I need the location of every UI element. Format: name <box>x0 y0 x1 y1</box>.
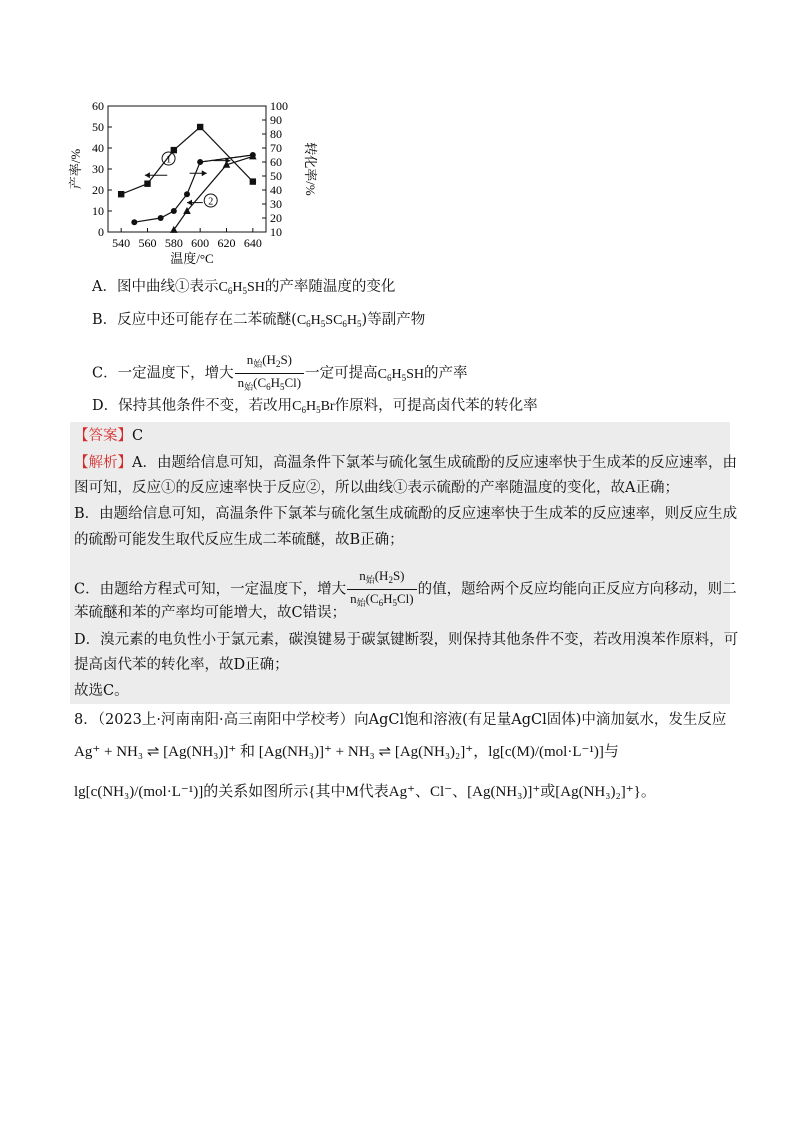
yield-conversion-chart <box>70 96 330 264</box>
analysis-line-1: 【解析】A．由题给信息可知，高温条件下氯苯与硫化氢生成硫酚的反应速率快于生成苯的反应速率，由 <box>74 455 737 471</box>
series-line-circle <box>134 155 252 222</box>
square-point <box>144 181 150 187</box>
option-c-fraction: $\frac{n_始(H_2S)}{n_始(C_6H_5Cl)}$ <box>235 352 305 395</box>
x-tick-label: 540 <box>112 236 131 250</box>
y2-tick-label: 20 <box>270 211 282 225</box>
option-c: C．一定温度下，增大 $\frac{n_始(H_2S)}{n_始(C_6H_5Cl)}$ 一定可提高$C_6H_5SH$的产率 <box>92 352 468 395</box>
analysis-line-9: 故选C。 <box>74 683 129 699</box>
y2-tick-label: 90 <box>270 113 282 127</box>
y-tick-label: 30 <box>92 162 104 176</box>
circle-point <box>184 191 190 197</box>
analysis-line-2: 图可知，反应①的反应速率快于反应②，所以曲线①表示硫酚的产率随温度的变化，故A正确； <box>74 480 679 496</box>
answer-line <box>74 426 143 446</box>
analysis-line-7: D．溴元素的电负性小于氯元素，碳溴键易于碳氯键断裂，则保持其他条件不变，若改用溴苯作原料，可 <box>74 632 739 648</box>
answer-label: 【答案】 <box>74 428 132 444</box>
x-axis-label: 温度/°C <box>170 251 214 266</box>
circle-point <box>158 215 164 221</box>
answer-value: C <box>132 428 144 444</box>
y2-tick-label: 80 <box>270 127 282 141</box>
option-a-formula: $C_6H_5SH$ <box>218 280 265 296</box>
analysis-fraction: $\frac{n_始(H_2S)}{n_始(C_6H_5Cl)}$ <box>347 568 417 611</box>
option-b: B．反应中还可能存在二苯硫醚$(C_6H_5SC_6H_5)$等副产物 <box>92 312 426 329</box>
analysis-line-8: 提高卤代苯的转化率，故D正确； <box>74 657 289 673</box>
analysis-line-3: B．由题给信息可知，高温条件下氯苯与硫化氢生成硫酚的反应速率快于生成苯的反应速率，则反应生成 <box>74 506 738 522</box>
square-point <box>250 178 256 184</box>
y2-tick-label: 60 <box>270 155 282 169</box>
square-point <box>118 191 124 197</box>
analysis-label: 【解析】 <box>74 455 132 471</box>
y-tick-label: 40 <box>92 141 104 155</box>
circle-point <box>171 208 177 214</box>
label-1-text: 1 <box>166 154 172 166</box>
analysis-line-4: 的硫酚可能发生取代反应生成二苯硫醚，故B正确； <box>74 532 404 548</box>
option-c-formula: $C_6H_5SH$ <box>377 366 424 383</box>
arrow-left-2-head <box>187 200 192 206</box>
analysis-line-5: C．由题给方程式可知，一定温度下，增大 $\frac{n_始(H_2S)}{n_始(C_6H_5Cl)}$ 的值，题给两个反应均能向正反应方向移动，则二 <box>74 568 737 611</box>
label-2-text: 2 <box>208 196 214 208</box>
y-tick-label: 10 <box>92 204 104 218</box>
question-8-line-1: 8．（2023上·河南南阳·高三南阳中学校考）向AgCl饱和溶液(有足量AgCl固体)中滴加氨水，发生反应 <box>74 712 727 728</box>
series-line-square <box>121 127 253 194</box>
x-tick-label: 620 <box>217 236 236 250</box>
chart-svg <box>70 96 330 264</box>
option-d-formula: $C_6H_5Br$ <box>292 399 335 415</box>
x-tick-label: 640 <box>243 236 262 250</box>
y2-tick-label: 70 <box>270 141 282 155</box>
y2-tick-label: 30 <box>270 197 282 211</box>
circle-point <box>131 219 137 225</box>
y-axis-label: 产率/% <box>68 148 83 190</box>
y2-tick-label: 40 <box>270 183 282 197</box>
question-8-line-2: Ag⁺ + NH₃ ⇌ [Ag(NH₃)]⁺ 和 [Ag(NH₃)]⁺ + NH₃ ⇌ [Ag(NH₃)₂]⁺，lg[c(M)/(mol·L⁻¹)]与 <box>74 744 619 760</box>
arrow-left-1-head <box>145 172 150 178</box>
x-tick-label: 600 <box>191 236 210 250</box>
option-d: D．保持其他条件不变，若改用$C_6H_5Br$作原料，可提高卤代苯的转化率 <box>92 398 538 415</box>
y2-tick-label: 10 <box>270 225 282 239</box>
option-a: A．图中曲线①表示$C_6H_5SH$的产率随温度的变化 <box>92 279 396 296</box>
y-tick-label: 60 <box>92 99 104 113</box>
x-tick-label: 580 <box>164 236 183 250</box>
arrow-right-1-head <box>202 170 207 176</box>
analysis-line-6: 苯硫醚和苯的产率均可能增大，故C错误； <box>74 605 347 621</box>
x-tick-label: 560 <box>138 236 157 250</box>
option-b-formula: $C_6H_5SC_6H_5$ <box>296 313 362 329</box>
y-tick-label: 20 <box>92 183 104 197</box>
y-tick-label: 50 <box>92 120 104 134</box>
square-point <box>197 124 203 130</box>
y2-tick-label: 100 <box>270 99 288 113</box>
y2-axis-label: 转化率/% <box>303 142 318 196</box>
question-8-line-3: lg[c(NH₃)/(mol·L⁻¹)]的关系如图所示{其中M代表Ag⁺、Cl⁻、[Ag(NH₃)]⁺或[Ag(NH₃)₂]⁺}。 <box>74 784 656 800</box>
y-tick-label: 0 <box>98 225 104 239</box>
y2-tick-label: 50 <box>270 169 282 183</box>
